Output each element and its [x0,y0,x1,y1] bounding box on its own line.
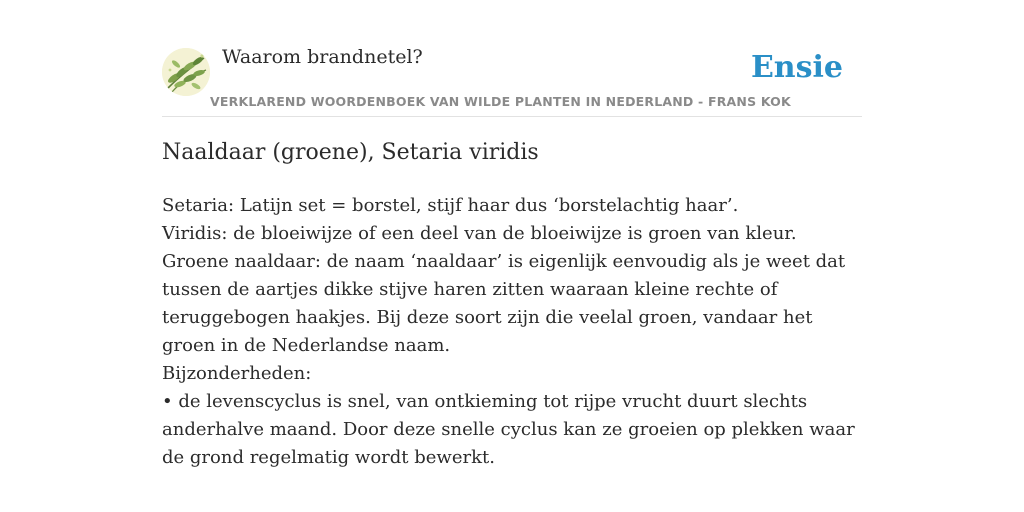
plant-leaves-icon[interactable] [162,48,210,96]
dictionary-subtitle-link[interactable]: VERKLAREND WOORDENBOEK VAN WILDE PLANTEN IN NEDERLAND - FRANS KOK [210,94,791,109]
entry-title: Naaldaar (groene), Setaria viridis [162,140,539,165]
paragraph-details-item: • de levenscyclus is snel, van ontkieming tot rijpe vrucht duurt slechts anderhalve maand. Door deze snelle cyclus kan ze groeien op plekken waar de grond regelmatig wordt bewerkt. [162,391,855,468]
paragraph-etymology-setaria: Setaria: Latijn set = borstel, stijf haar dus ‘borstelachtig haar’. [162,195,739,216]
entry-body [162,192,867,472]
paragraph-common-name: Groene naaldaar: de naam ‘naaldaar’ is eigenlijk eenvoudig als je weet dat tussen de aartjes dikke stijve haren zitten waaraan kleine rechte of teruggebogen haakjes. Bij deze soort zijn die veelal groen, vandaar het groen in de Nederlandse naam. [162,251,846,356]
header-title-link[interactable]: Waarom brandnetel? [222,46,423,68]
header [162,44,862,117]
paragraph-details-heading: Bijzonderheden: [162,363,312,384]
paragraph-etymology-viridis: Viridis: de bloeiwijze of een deel van de bloeiwijze is groen van kleur. [162,223,797,244]
ensie-logo[interactable]: Ensie [750,50,843,85]
